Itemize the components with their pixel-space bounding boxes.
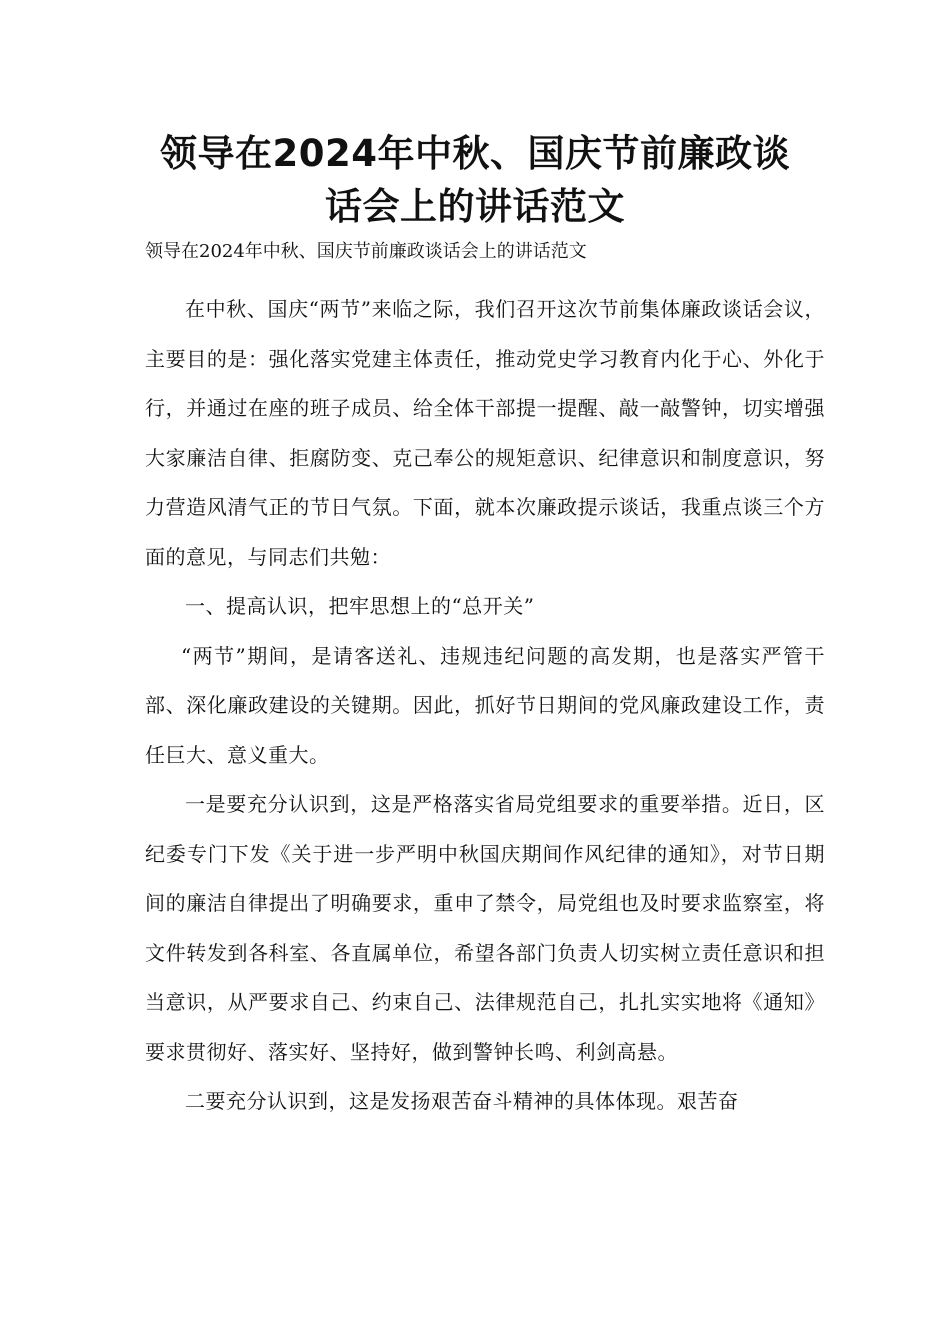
document-title-line-2: 话会上的讲话范文 bbox=[325, 185, 625, 228]
document-title-line-1: 领导在2024年中秋、国庆节前廉政谈 bbox=[160, 132, 790, 175]
paragraph-opening: 在中秋、国庆“两节”来临之际，我们召开这次节前集体廉政谈话会议，主要目的是：强化落实党建主体责任，推动党史学习教育内化于心、外化于行，并通过在座的班子成员、给全体干部提一提醒、敲一敲警钟，切实增强大家廉洁自律、拒腐防变、克己奉公的规矩意识、纪律意识和制度意识，努力营造风清气正的节日气氛。下面，就本次廉政提示谈话，我重点谈三个方面的意见，与同志们共勉： bbox=[145, 297, 825, 569]
paragraph-point-two: 二要充分认识到，这是发扬艰苦奋斗精神的具体体现。艰苦奋 bbox=[185, 1089, 739, 1113]
paragraph-two-festivals: “两节”期间，是请客送礼、违规违纪问题的高发期，也是落实严管干部、深化廉政建设的关键期。因此，抓好节日期间的党风廉政建设工作，责任巨大、意义重大。 bbox=[145, 643, 825, 767]
section-heading-1: 一、提高认识，把牢思想上的“总开关” bbox=[185, 594, 535, 618]
paragraph-point-one: 一是要充分认识到，这是严格落实省局党组要求的重要举措。近日，区纪委专门下发《关于进一步严明中秋国庆期间作风纪律的通知》，对节日期间的廉洁自律提出了明确要求，重申了禁令，局党组也及时要求监察室，将文件转发到各科室、各直属单位，希望各部门负责人切实树立责任意识和担当意识，从严要求自己、约束自己、法律规范自己，扎扎实实地将《通知》要求贯彻好、落实好、坚持好，做到警钟长鸣、利剑高悬。 bbox=[145, 792, 825, 1064]
document-subtitle: 领导在2024年中秋、国庆节前廉政谈话会上的讲话范文 bbox=[145, 241, 587, 262]
document-body bbox=[145, 285, 825, 1127]
